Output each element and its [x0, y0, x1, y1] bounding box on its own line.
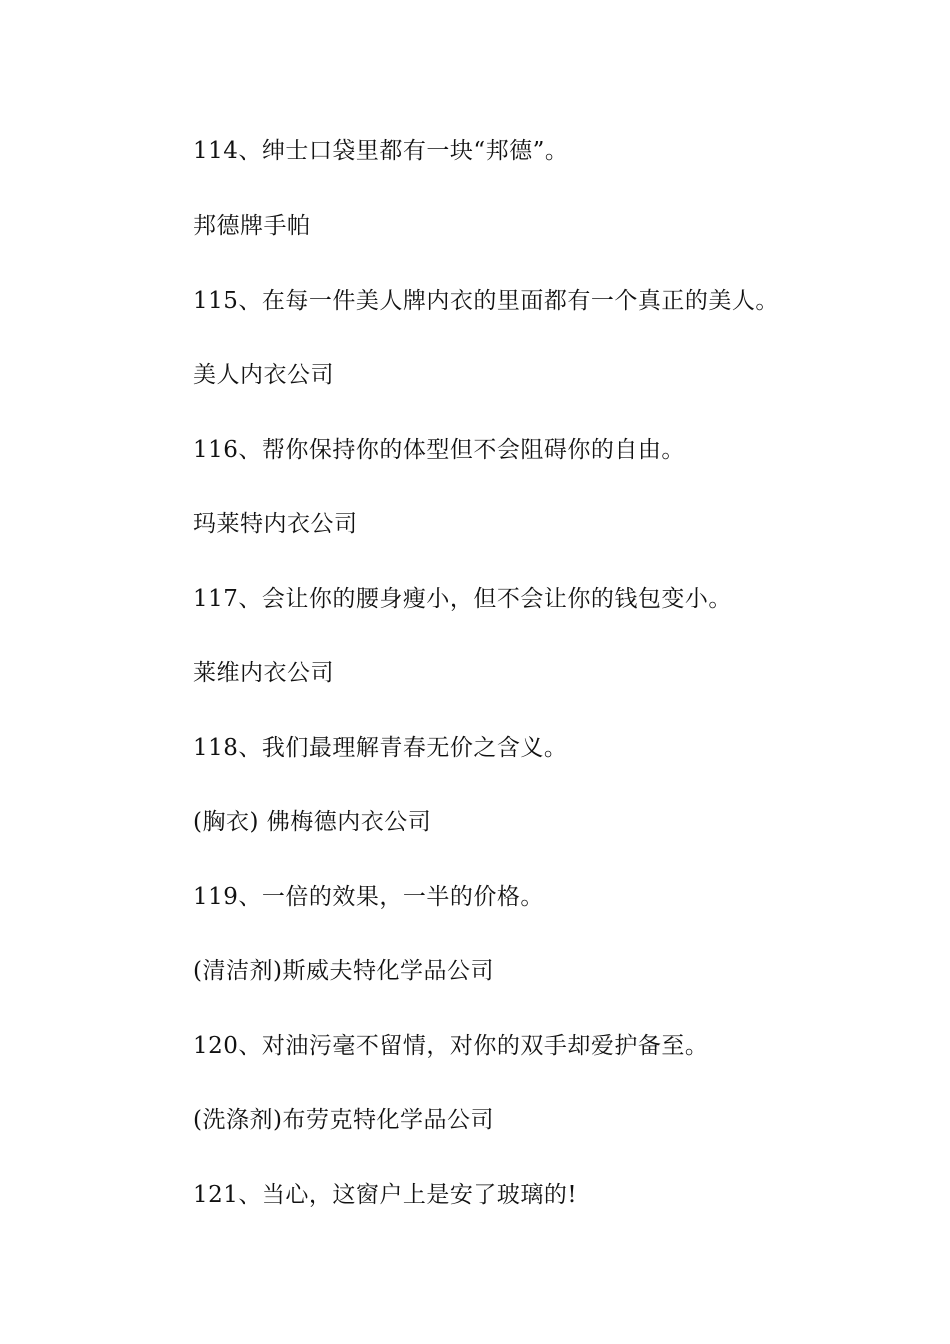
slogan-116: 116、帮你保持你的体型但不会阻碍你的自由。 [193, 437, 685, 463]
brand-119: (清洁剂)斯威夫特化学品公司 [193, 958, 494, 984]
slogan-121: 121、当心，这窗户上是安了玻璃的! [193, 1182, 578, 1208]
slogan-117: 117、会让你的腰身瘦小，但不会让你的钱包变小。 [193, 586, 732, 612]
slogan-119: 119、一倍的效果，一半的价格。 [193, 884, 544, 910]
brand-115: 美人内衣公司 [193, 362, 334, 388]
brand-116: 玛莱特内衣公司 [193, 511, 358, 537]
slogan-115: 115、在每一件美人牌内衣的里面都有一个真正的美人。 [193, 288, 779, 314]
brand-114: 邦德牌手帕 [193, 213, 311, 239]
slogan-114: 114、绅士口袋里都有一块“邦德”。 [193, 138, 569, 164]
slogan-120: 120、对油污毫不留情，对你的双手却爱护备至。 [193, 1033, 709, 1059]
slogan-118: 118、我们最理解青春无价之含义。 [193, 735, 568, 761]
brand-118: (胸衣) 佛梅德内衣公司 [193, 809, 432, 835]
brand-120: (洗涤剂)布劳克特化学品公司 [193, 1107, 494, 1133]
brand-117: 莱维内衣公司 [193, 660, 334, 686]
